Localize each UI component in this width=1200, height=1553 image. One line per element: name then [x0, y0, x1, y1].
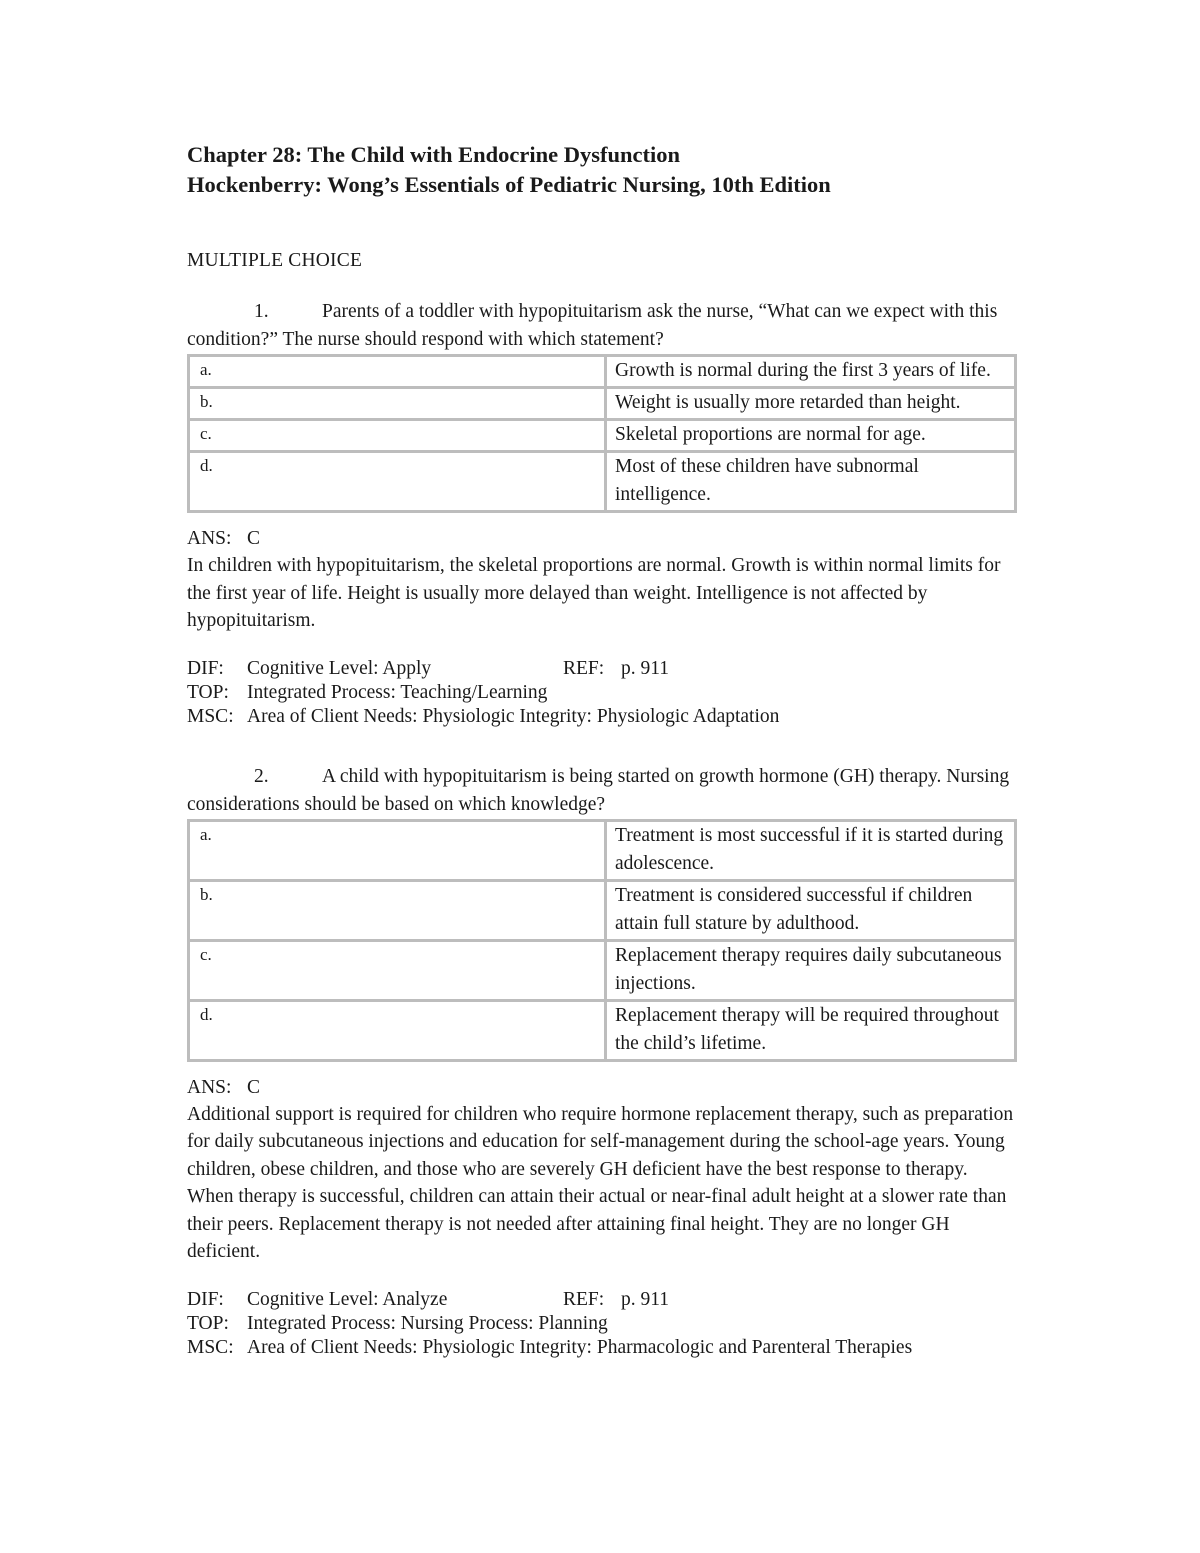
option-text: Skeletal proportions are normal for age.	[606, 420, 1016, 452]
option-letter: d.	[189, 1000, 606, 1060]
ref-value: p. 911	[621, 657, 670, 679]
option-text: Most of these children have subnormal intelligence.	[606, 452, 1016, 512]
answer-line	[187, 525, 1017, 552]
rationale-text: In children with hypopituitarism, the skeletal proportions are normal. Growth is within normal limits for the first year of life. Height is usually more delayed than weight. Intelligence is not affected by hypopituitarism.	[187, 555, 1001, 631]
option-row	[189, 820, 1016, 880]
option-letter: b.	[189, 880, 606, 940]
question-block-1	[187, 298, 1017, 729]
msc-value: Area of Client Needs: Physiologic Integrity: Pharmacologic and Parenteral Therapies	[247, 1336, 913, 1358]
msc-label: MSC:	[187, 1336, 234, 1358]
answer-value: C	[247, 1076, 261, 1098]
top-value: Integrated Process: Teaching/Learning	[247, 681, 548, 703]
dif-value: Cognitive Level: Analyze	[247, 1288, 448, 1310]
option-row	[189, 1000, 1016, 1060]
question-metadata	[187, 657, 1017, 729]
option-text: Weight is usually more retarded than height.	[606, 388, 1016, 420]
chapter-title: Chapter 28: The Child with Endocrine Dysfunction	[187, 142, 680, 167]
dif-row	[187, 1288, 1017, 1312]
option-text: Growth is normal during the first 3 years of life.	[606, 356, 1016, 388]
option-letter: b.	[189, 388, 606, 420]
option-letter: a.	[189, 820, 606, 880]
option-letter: c.	[189, 420, 606, 452]
book-title: Hockenberry: Wong’s Essentials of Pediatric Nursing, 10th Edition	[187, 172, 831, 197]
ref-label: REF:	[563, 657, 605, 679]
option-text: Treatment is most successful if it is started during adolescence.	[606, 820, 1016, 880]
top-label: TOP:	[187, 681, 229, 703]
msc-row	[187, 1336, 1017, 1360]
answer-label: ANS:	[187, 1076, 232, 1098]
top-label: TOP:	[187, 1312, 229, 1334]
answer-options-table	[187, 354, 1017, 513]
option-row	[189, 420, 1016, 452]
option-row	[189, 356, 1016, 388]
top-value: Integrated Process: Nursing Process: Planning	[247, 1312, 608, 1334]
msc-label: MSC:	[187, 705, 234, 727]
question-number: 1.	[254, 301, 269, 322]
answer-options-table	[187, 819, 1017, 1062]
option-row	[189, 880, 1016, 940]
option-row	[189, 940, 1016, 1000]
question-stem	[187, 763, 1017, 819]
option-letter: d.	[189, 452, 606, 512]
msc-value: Area of Client Needs: Physiologic Integrity: Physiologic Adaptation	[247, 705, 780, 727]
question-stem	[187, 298, 1017, 354]
answer-line	[187, 1074, 1017, 1101]
ref-label: REF:	[563, 1288, 605, 1310]
question-metadata	[187, 1288, 1017, 1360]
top-row	[187, 1312, 1017, 1336]
rationale-text: Additional support is required for children who require hormone replacement therapy, such as preparation for daily subcutaneous injections and education for self-management during the school-age years. Young children, obese children, and those who are severely GH deficient have the best response to therapy. When therapy is successful, children can attain their actual or near-final adult height at a slower rate than their peers. Replacement therapy is not needed after attaining final height. They are no longer GH deficient.	[187, 1103, 1014, 1262]
question-text: A child with hypopituitarism is being started on growth hormone (GH) therapy. Nursing considerations should be based on which knowledge?	[187, 765, 1010, 815]
option-text: Treatment is considered successful if children attain full stature by adulthood.	[606, 880, 1016, 940]
option-text: Replacement therapy will be required throughout the child’s lifetime.	[606, 1000, 1016, 1060]
question-text: Parents of a toddler with hypopituitarism ask the nurse, “What can we expect with this condition?” The nurse should respond with which statement?	[187, 301, 998, 350]
dif-label: DIF:	[187, 1288, 224, 1310]
answer-value: C	[247, 528, 261, 549]
section-heading: MULTIPLE CHOICE	[187, 250, 363, 271]
option-text: Replacement therapy requires daily subcutaneous injections.	[606, 940, 1016, 1000]
dif-value: Cognitive Level: Apply	[247, 657, 432, 679]
option-letter: c.	[189, 940, 606, 1000]
dif-row	[187, 657, 1017, 681]
msc-row	[187, 705, 1017, 729]
option-row	[189, 388, 1016, 420]
option-letter: a.	[189, 356, 606, 388]
question-number: 2.	[254, 765, 269, 787]
document-page	[187, 140, 1017, 1360]
option-row	[189, 452, 1016, 512]
ref-value: p. 911	[621, 1288, 670, 1310]
dif-label: DIF:	[187, 657, 224, 679]
top-row	[187, 681, 1017, 705]
answer-label: ANS:	[187, 528, 232, 549]
question-block-2	[187, 763, 1017, 1360]
